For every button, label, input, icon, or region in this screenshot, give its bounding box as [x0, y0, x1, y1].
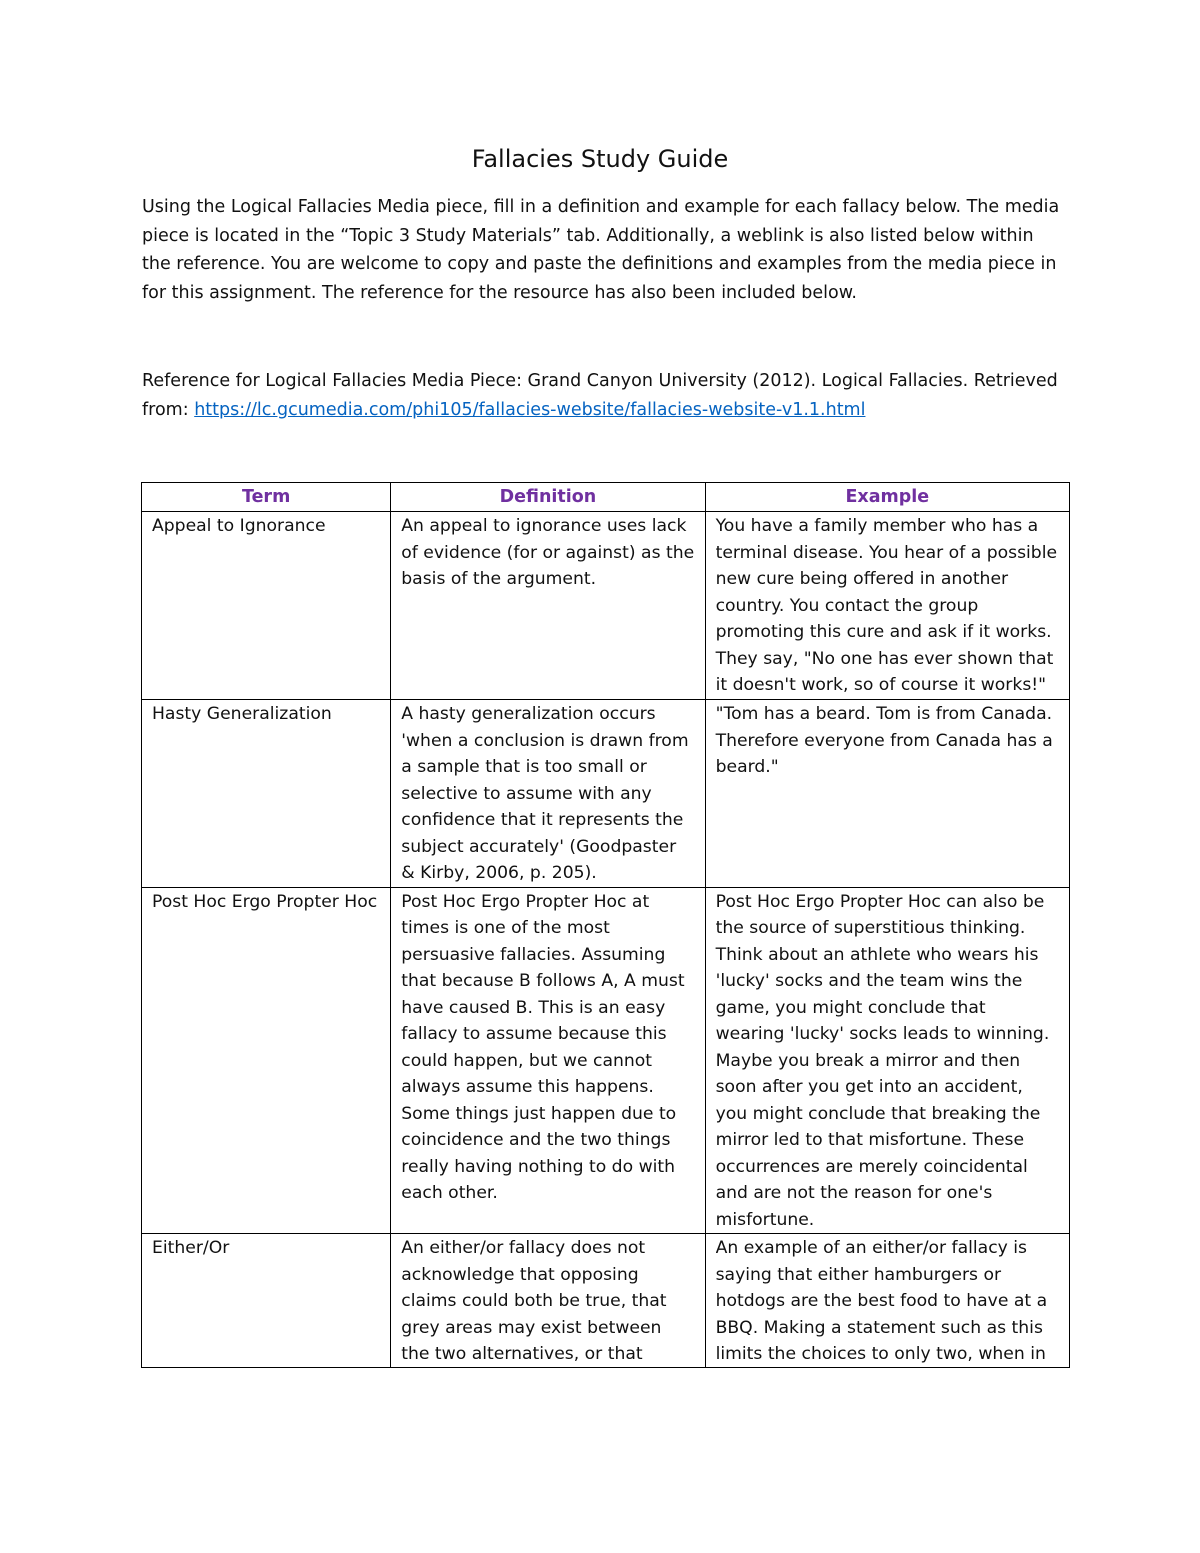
- term-cell: Post Hoc Ergo Propter Hoc: [142, 887, 391, 1234]
- table-row: [142, 1234, 1070, 1368]
- example-cell: "Tom has a beard. Tom is from Canada. Therefore everyone from Canada has a beard.": [705, 700, 1069, 888]
- example-cell: Post Hoc Ergo Propter Hoc can also be the source of superstitious thinking. Think about an athlete who wears his 'lucky' socks and the team wins the game, you might conclude that wearing 'lucky' socks leads to winning. Maybe you break a mirror and then soon after you get into an accident, you might conclude that breaking the mirror led to that misfortune. These occurrences are merely coincidental and are not the reason for one's misfortune.: [705, 887, 1069, 1234]
- header-example: Example: [705, 483, 1069, 512]
- header-term: Term: [142, 483, 391, 512]
- definition-cell: [391, 1234, 705, 1368]
- table-row: [142, 700, 1070, 888]
- reference-link[interactable]: https://lc.gcumedia.com/phi105/fallacies-website/fallacies-website-v1.1.html: [194, 399, 866, 420]
- definition-text: An either/or fallacy does not acknowledge that opposing claims could both be true, that grey areas may exist between the two alternatives, or that: [401, 1238, 667, 1364]
- instructions-paragraph: Using the Logical Fallacies Media piece, fill in a definition and example for each fallacy below. The media piece is located in the “Topic 3 Study Materials” tab. Additionally, a weblink is also listed below within the reference. You are welcome to copy and paste the definitions and examples from the media piece in for this assignment. The reference for the resource has also been included below.: [142, 197, 1060, 303]
- term-cell: Hasty Generalization: [142, 700, 391, 888]
- definition-cell: An appeal to ignorance uses lack of evidence (for or against) as the basis of the argument.: [391, 512, 705, 700]
- header-definition: Definition: [391, 483, 705, 512]
- example-text: An example of an either/or fallacy is saying that either hamburgers or hotdogs are the best food to have at a BBQ. Making a statement such as this limits the choices to only two, when in: [715, 1238, 1048, 1364]
- term-cell: Appeal to Ignorance: [142, 512, 391, 700]
- definition-cell: Post Hoc Ergo Propter Hoc at times is one of the most persuasive fallacies. Assuming that because B follows A, A must have caused B. This is an easy fallacy to assume because this could happen, but we cannot always assume this happens. Some things just happen due to coincidence and the two things really having nothing to do with each other.: [391, 887, 705, 1234]
- term-cell: [142, 1234, 391, 1368]
- table-header-row: [142, 483, 1070, 512]
- definition-cell: A hasty generalization occurs 'when a conclusion is drawn from a sample that is too small or selective to assume with any confidence that it represents the subject accurately' (Goodpaster & Kirby, 2006, p. 205).: [391, 700, 705, 888]
- example-cell: You have a family member who has a terminal disease. You hear of a possible new cure being offered in another country. You contact the group promoting this cure and ask if it works. They say, "No one has ever shown that it doesn't work, so of course it works!": [705, 512, 1069, 700]
- page-title: Fallacies Study Guide: [471, 145, 729, 173]
- fallacies-table: [141, 482, 1070, 1368]
- example-cell: [705, 1234, 1069, 1368]
- term-text: Either/Or: [152, 1238, 230, 1258]
- reference-paragraph: [142, 367, 1062, 424]
- reference-text: Reference for Logical Fallacies Media Piece: Grand Canyon University (2012). Logical Fallacies. Retrieved from:: [142, 371, 1058, 420]
- table-row: [142, 512, 1070, 700]
- table-row: [142, 887, 1070, 1234]
